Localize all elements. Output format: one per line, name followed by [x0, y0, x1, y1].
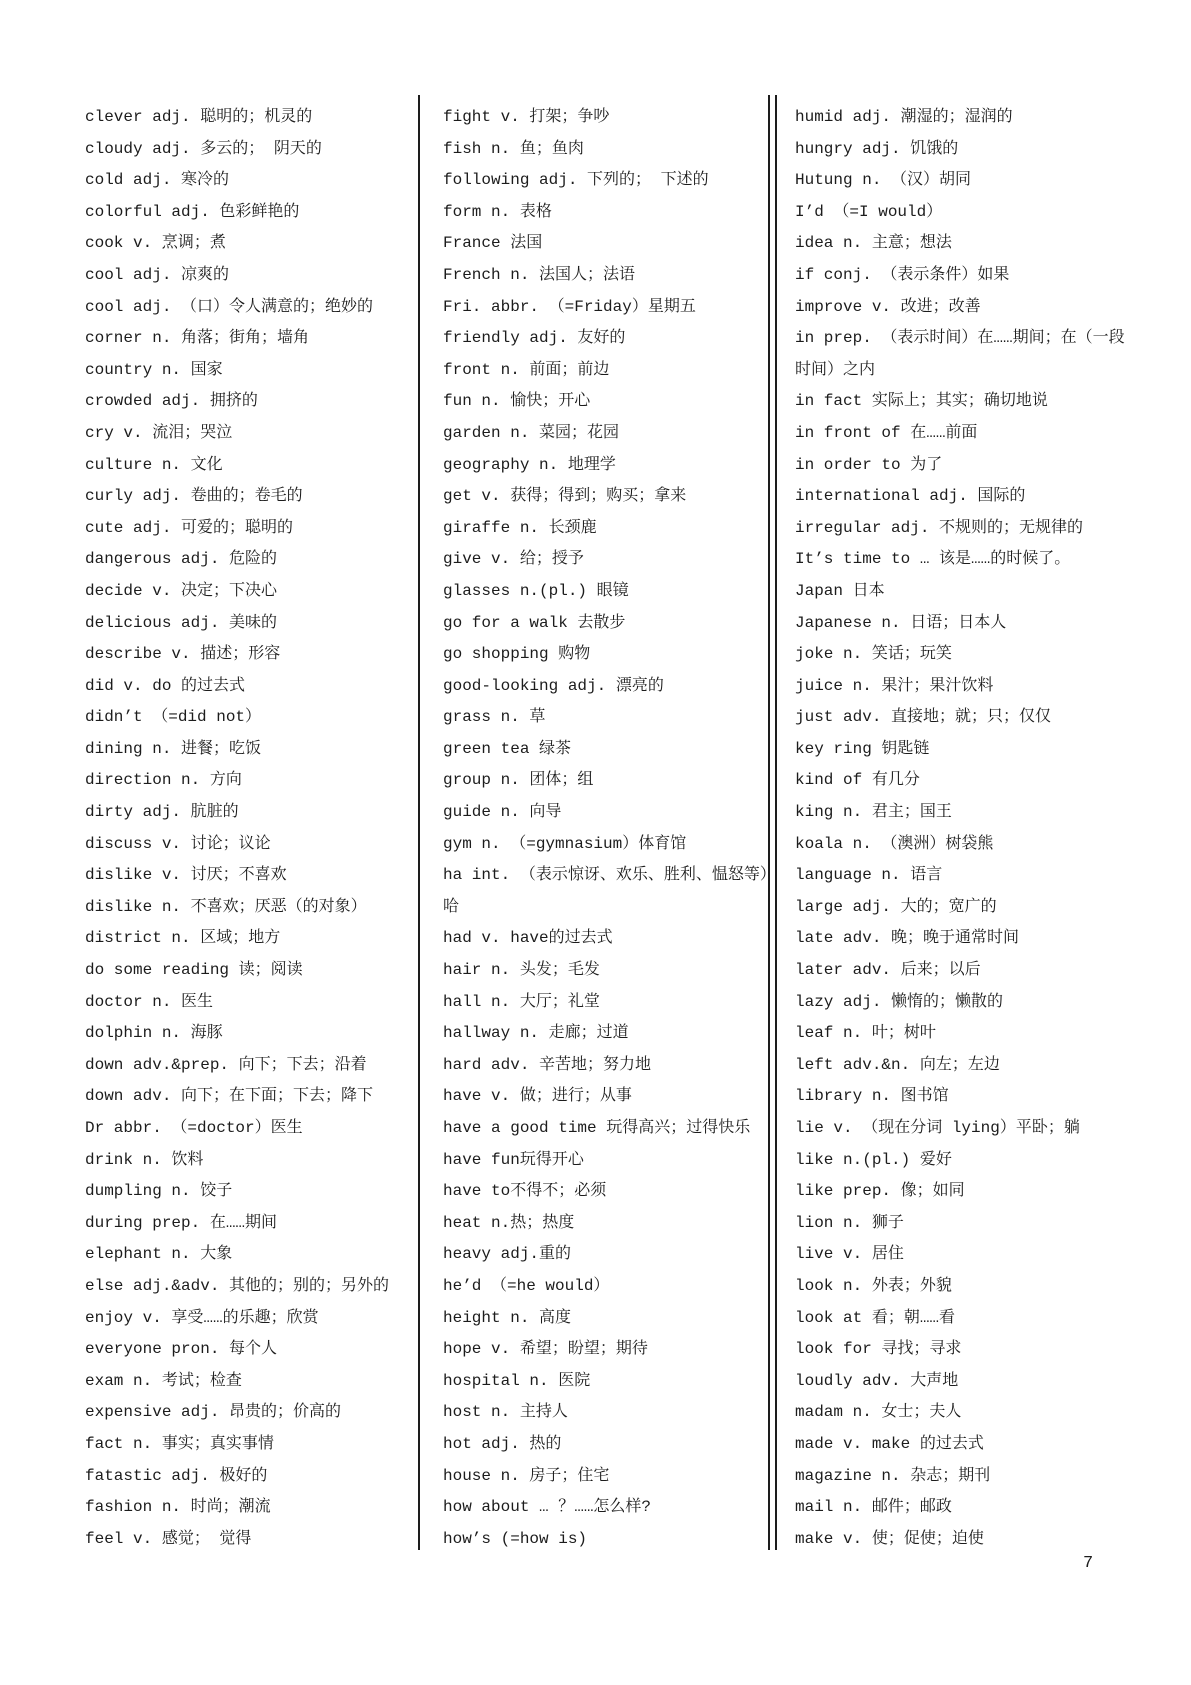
vocab-entry: down adv. 向下；在下面；下去；降下 [85, 1087, 374, 1106]
vocab-entry: koala n. （澳洲）树袋熊 [795, 834, 994, 853]
vocab-entry: look n. 外表；外貌 [795, 1276, 952, 1295]
vocab-entry: have a good time 玩得高兴；过得快乐 [443, 1119, 751, 1137]
vocab-entry: dislike n. 不喜欢；厌恶（的对象） [85, 897, 367, 916]
vocab-entry: Hutung n. （汉）胡同 [795, 171, 972, 190]
vocab-entry: mail n. 邮件；邮政 [795, 1498, 952, 1517]
vocab-entry: cloudy adj. 多云的； 阴天的 [85, 139, 322, 158]
page-number: 7 [1083, 1554, 1094, 1573]
vocab-entry: good-looking adj. 漂亮的 [443, 676, 664, 695]
vocab-entry: go for a walk 去散步 [443, 613, 626, 632]
vocab-entry: grass n. 草 [443, 708, 546, 727]
vocab-entry: discuss v. 讨论；议论 [85, 834, 271, 853]
column-divider-single [418, 95, 420, 1550]
vocab-entry: gym n. （=gymnasium）体育馆 [443, 834, 687, 853]
vocab-entry: improve v. 改进；改善 [795, 297, 981, 316]
vocab-entry: make v. 使；促使；迫使 [795, 1529, 984, 1548]
vocab-entry: elephant n. 大象 [85, 1245, 233, 1264]
vocab-entry: juice n. 果汁；果汁饮料 [795, 676, 994, 695]
vocab-entry: garden n. 菜园；花园 [443, 423, 620, 442]
vocab-entry: irregular adj. 不规则的；无规律的 [795, 518, 1084, 537]
vocab-entry: hot adj. 热的 [443, 1434, 562, 1453]
vocab-entry: height n. 高度 [443, 1308, 572, 1327]
vocab-entry: form n. 表格 [443, 202, 552, 221]
vocab-entry: green tea 绿茶 [443, 739, 572, 758]
vocab-entry: fashion n. 时尚；潮流 [85, 1498, 271, 1517]
vocab-entry: Japan 日本 [795, 581, 885, 600]
vocab-column-2 [443, 102, 768, 1555]
vocab-entry: look at 看；朝……看 [795, 1308, 956, 1327]
vocab-entry: exam n. 考试；检查 [85, 1371, 242, 1390]
vocab-entry: clever adj. 聪明的；机灵的 [85, 108, 313, 126]
vocab-entry: feel v. 感觉； 觉得 [85, 1529, 252, 1548]
vocab-entry: go shopping 购物 [443, 645, 591, 664]
vocab-entry: just adv. 直接地；就；只；仅仅 [795, 708, 1052, 727]
vocab-entry: leaf n. 叶；树叶 [795, 1024, 936, 1043]
vocab-entry: have v. 做；进行；从事 [443, 1087, 632, 1106]
vocab-entry: I’d （=I would） [795, 202, 943, 221]
vocab-entry: fatastic adj. 极好的 [85, 1466, 268, 1485]
vocab-entry: hungry adj. 饥饿的 [795, 139, 959, 158]
vocab-entry: cook v. 烹调；煮 [85, 234, 226, 253]
vocab-entry: look for 寻找；寻求 [795, 1340, 962, 1359]
vocab-entry: direction n. 方向 [85, 771, 242, 790]
vocab-entry: large adj. 大的；宽广的 [795, 897, 997, 916]
vocab-entry: did v. do 的过去式 [85, 676, 246, 695]
vocab-entry: decide v. 决定；下决心 [85, 581, 278, 600]
vocab-entry: in order to 为了 [795, 455, 943, 474]
vocab-entry: giraffe n. 长颈鹿 [443, 518, 597, 537]
vocab-entry: how about … ？……怎么样? [443, 1498, 652, 1517]
vocab-entry: lion n. 狮子 [795, 1213, 904, 1232]
vocab-entry: host n. 主持人 [443, 1403, 568, 1422]
vocab-entry: library n. 图书馆 [795, 1087, 949, 1106]
vocab-entry: France 法国 [443, 234, 543, 253]
vocab-entry: describe v. 描述；形容 [85, 645, 281, 664]
vocab-entry: Fri. abbr. （=Friday）星期五 [443, 297, 696, 316]
vocab-entry: Dr abbr. （=doctor）医生 [85, 1119, 303, 1137]
vocab-entry: he’d （=he would） [443, 1276, 610, 1295]
vocab-entry: lie v. （现在分词 lying）平卧；躺 [795, 1119, 1080, 1137]
vocab-entry: hope v. 希望；盼望；期待 [443, 1340, 648, 1359]
vocab-entry: dumpling n. 饺子 [85, 1182, 233, 1201]
vocab-entry: hall n. 大厅；礼堂 [443, 992, 600, 1011]
vocab-entry: hallway n. 走廊；过道 [443, 1024, 629, 1043]
vocab-entry: It’s time to … 该是……的时候了。 [795, 550, 1071, 569]
vocab-entry: in fact 实际上；其实；确切地说 [795, 392, 1048, 411]
vocab-column-1 [85, 102, 433, 1555]
vocab-entry: cry v. 流泪；哭泣 [85, 423, 233, 442]
vocab-entry: didn’t （=did not） [85, 708, 262, 727]
vocab-entry: during prep. 在……期间 [85, 1213, 278, 1232]
vocab-entry: in prep. （表示时间）在……期间；在（一段时间）之内 [795, 329, 1125, 379]
vocab-entry: culture n. 文化 [85, 455, 223, 474]
vocab-entry: live v. 居住 [795, 1245, 904, 1264]
vocab-entry: expensive adj. 昂贵的；价高的 [85, 1403, 342, 1422]
vocab-entry: do some reading 读；阅读 [85, 961, 303, 980]
vocab-entry: in front of 在……前面 [795, 423, 978, 442]
vocab-entry: everyone pron. 每个人 [85, 1340, 278, 1359]
vocab-entry: crowded adj. 拥挤的 [85, 392, 258, 411]
vocab-entry: how’s (=how is) [443, 1529, 588, 1548]
vocab-entry: late adv. 晚；晚于通常时间 [795, 929, 1020, 948]
vocab-entry: left adv.&n. 向左；左边 [795, 1055, 1000, 1074]
vocab-entry: cute adj. 可爱的；聪明的 [85, 518, 294, 537]
vocab-entry: humid adj. 潮湿的；湿润的 [795, 108, 1013, 126]
vocab-entry: heavy adj.重的 [443, 1245, 572, 1264]
vocab-entry: corner n. 角落；街角；墙角 [85, 329, 310, 348]
vocab-entry: international adj. 国际的 [795, 487, 1026, 506]
vocab-entry: have to不得不；必须 [443, 1182, 607, 1201]
vocab-entry: kind of 有几分 [795, 771, 920, 790]
vocab-entry: country n. 国家 [85, 360, 223, 379]
vocab-entry: have fun玩得开心 [443, 1150, 584, 1169]
vocab-entry: cool adj. 凉爽的 [85, 265, 230, 284]
vocab-entry: front n. 前面；前边 [443, 360, 610, 379]
vocab-entry: drink n. 饮料 [85, 1150, 204, 1169]
vocab-entry: later adv. 后来；以后 [795, 961, 981, 980]
vocab-entry: French n. 法国人；法语 [443, 265, 636, 284]
vocab-entry: loudly adv. 大声地 [795, 1371, 959, 1390]
vocab-entry: king n. 君主；国王 [795, 803, 952, 822]
vocab-entry: ha int. （表示惊讶、欢乐、胜利、愠怒等）哈 [443, 866, 768, 916]
vocab-entry: fish n. 鱼；鱼肉 [443, 139, 584, 158]
vocab-column-3 [795, 102, 1135, 1555]
vocab-entry: cool adj. （口）令人满意的；绝妙的 [85, 297, 374, 316]
vocab-entry: doctor n. 医生 [85, 992, 214, 1011]
vocab-entry: friendly adj. 友好的 [443, 329, 626, 348]
vocab-entry: following adj. 下列的； 下述的 [443, 171, 709, 190]
vocab-entry: district n. 区域；地方 [85, 929, 281, 948]
vocab-entry: language n. 语言 [795, 866, 943, 885]
vocab-entry: fact n. 事实；真实事情 [85, 1434, 274, 1453]
vocab-entry: madam n. 女士；夫人 [795, 1403, 962, 1422]
vocab-entry: fun n. 愉快；开心 [443, 392, 591, 411]
vocab-entry: geography n. 地理学 [443, 455, 616, 474]
vocab-entry: down adv.&prep. 向下；下去；沿着 [85, 1055, 367, 1074]
vocab-entry: idea n. 主意；想法 [795, 234, 952, 253]
vocab-entry: like prep. 像；如同 [795, 1182, 965, 1201]
vocab-entry: glasses n.(pl.) 眼镜 [443, 581, 629, 600]
vocab-entry: dirty adj. 肮脏的 [85, 803, 239, 822]
vocab-entry: dislike v. 讨厌；不喜欢 [85, 866, 287, 885]
vocab-entry: hard adv. 辛苦地；努力地 [443, 1055, 652, 1074]
vocab-entry: Japanese n. 日语；日本人 [795, 613, 1007, 632]
vocab-entry: dolphin n. 海豚 [85, 1024, 223, 1043]
vocab-entry: hair n. 头发；毛发 [443, 961, 600, 980]
vocab-entry: had v. have的过去式 [443, 929, 613, 948]
vocab-entry: dining n. 进餐；吃饭 [85, 739, 262, 758]
vocab-entry: joke n. 笑话；玩笑 [795, 645, 952, 664]
vocab-entry: made v. make 的过去式 [795, 1434, 984, 1453]
vocab-entry: get v. 获得；得到；购买；拿来 [443, 487, 687, 506]
vocab-entry: fight v. 打架；争吵 [443, 108, 610, 126]
vocab-entry: dangerous adj. 危险的 [85, 550, 278, 569]
vocab-entry: cold adj. 寒冷的 [85, 171, 230, 190]
vocab-entry: give v. 给；授予 [443, 550, 584, 569]
vocab-entry: like n.(pl.) 爱好 [795, 1150, 952, 1169]
vocab-entry: if conj. （表示条件）如果 [795, 265, 1010, 284]
vocab-entry: key ring 钥匙链 [795, 739, 930, 758]
column-divider-double [768, 95, 777, 1550]
vocab-entry: colorful adj. 色彩鲜艳的 [85, 202, 300, 221]
vocab-entry: hospital n. 医院 [443, 1371, 591, 1390]
vocab-entry: house n. 房子；住宅 [443, 1466, 610, 1485]
vocab-entry: heat n.热；热度 [443, 1213, 575, 1232]
vocab-entry: magazine n. 杂志；期刊 [795, 1466, 991, 1485]
vocab-entry: guide n. 向导 [443, 803, 562, 822]
vocab-entry: lazy adj. 懒惰的；懒散的 [795, 992, 1004, 1011]
vocab-entry: delicious adj. 美味的 [85, 613, 278, 632]
vocab-entry: group n. 团体；组 [443, 771, 594, 790]
vocab-entry: curly adj. 卷曲的；卷毛的 [85, 487, 303, 506]
vocab-entry: else adj.&adv. 其他的；别的；另外的 [85, 1276, 390, 1295]
vocab-entry: enjoy v. 享受……的乐趣；欣赏 [85, 1308, 319, 1327]
